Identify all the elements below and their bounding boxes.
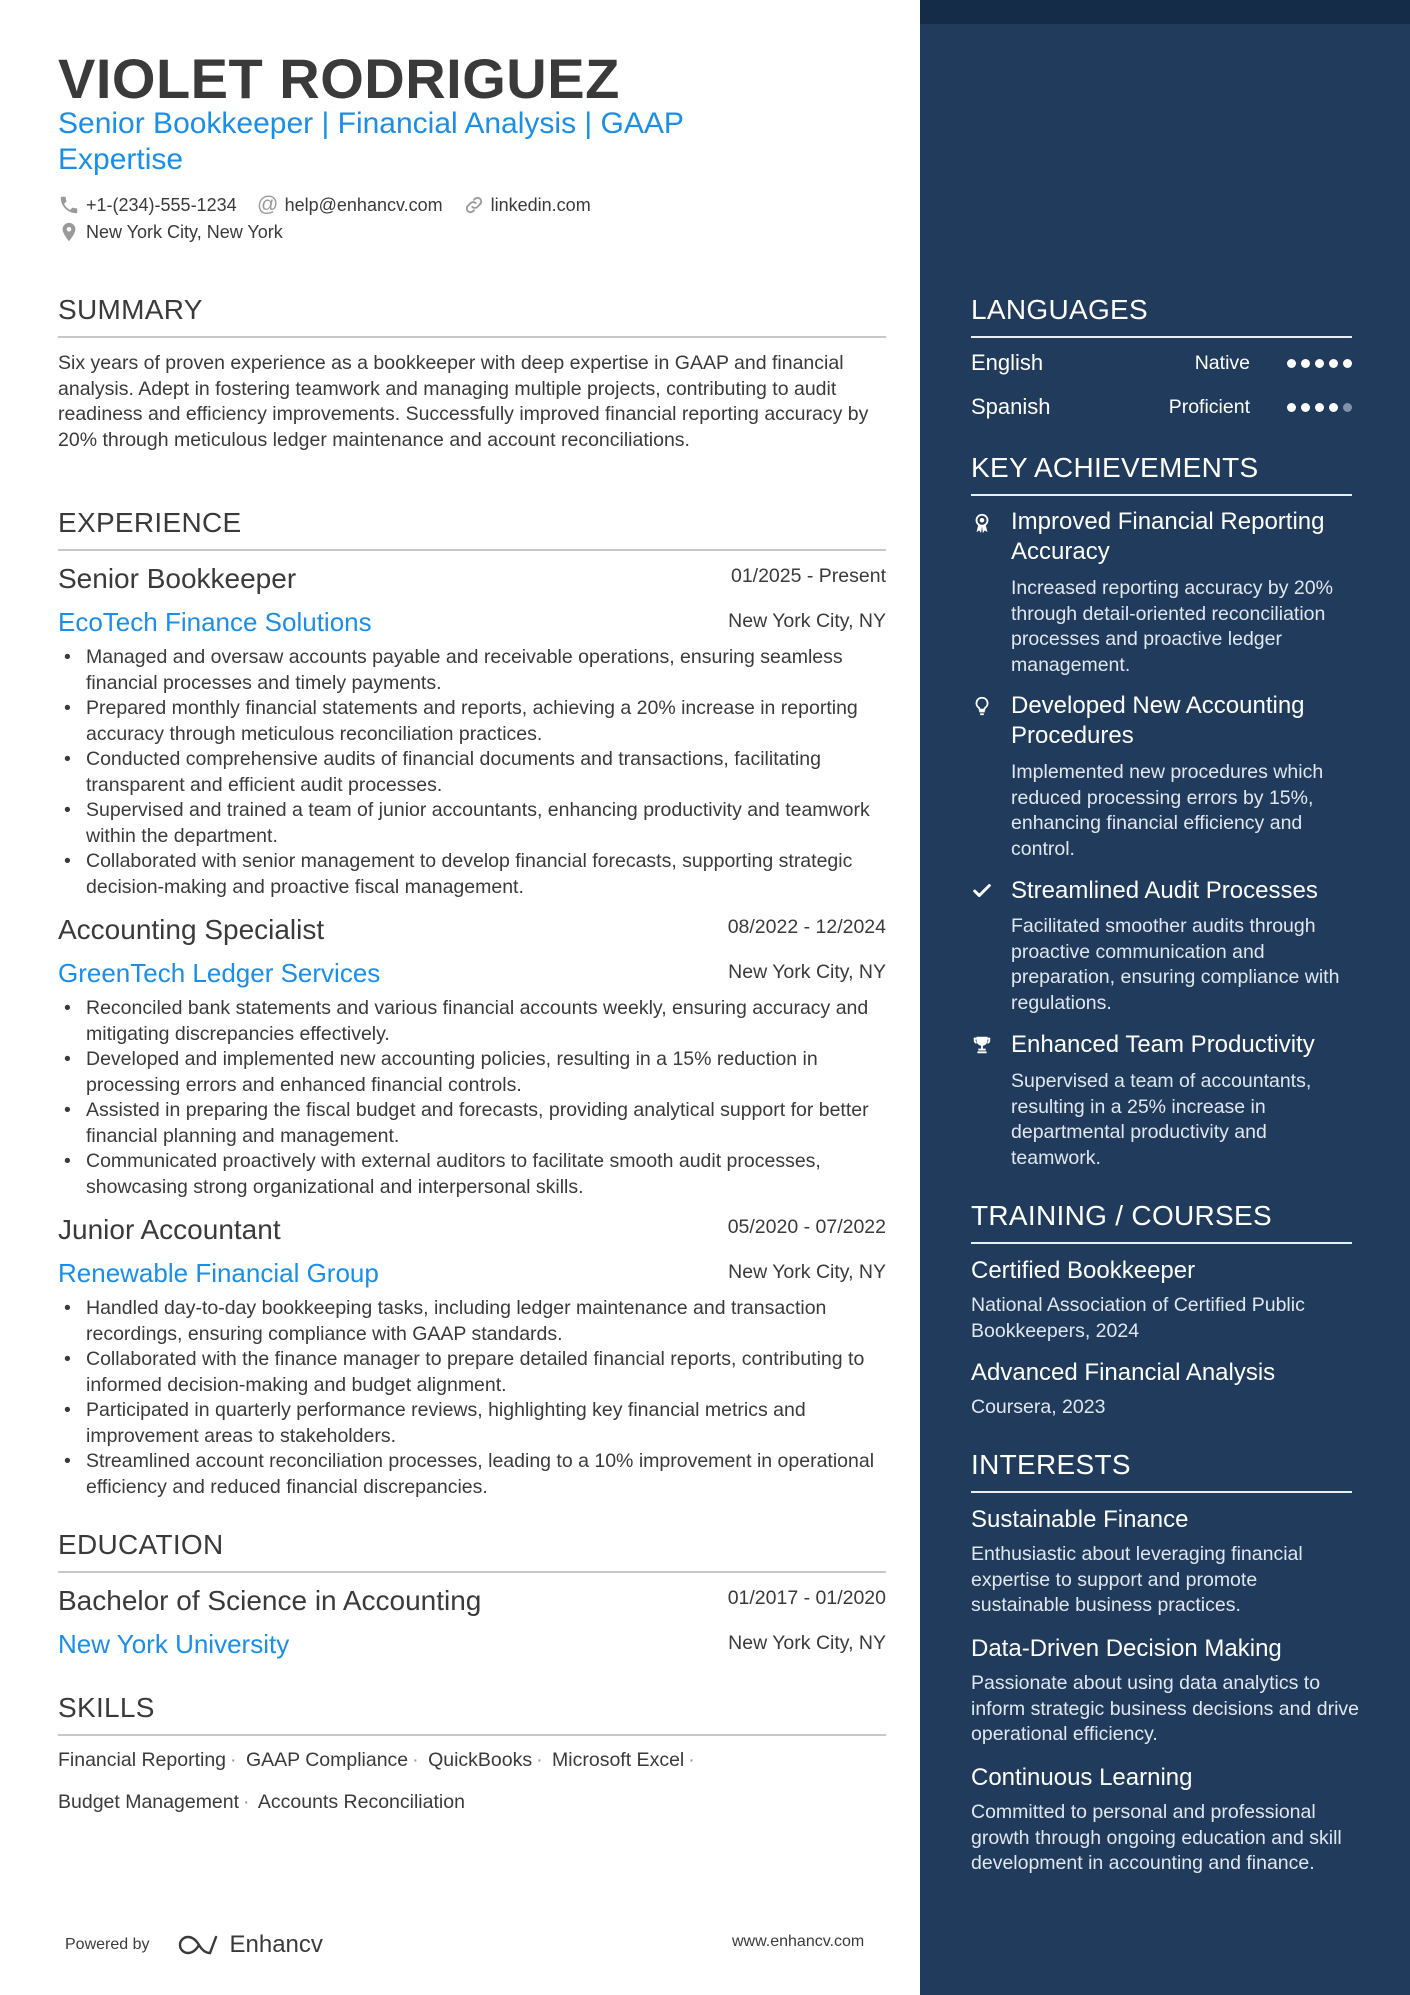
- skills-list: Financial Reporting · GAAP Compliance · QuickBooks · Microsoft Excel · Budget Management · Accounts Reconciliation: [58, 1749, 695, 1813]
- job-title: Junior Accountant: [58, 1214, 281, 1245]
- course-title: Certified Bookkeeper: [971, 1257, 1196, 1284]
- bullet-item: • Assisted in preparing the fiscal budget and forecasts, providing analytical support for better financial planning and management.: [58, 1098, 896, 1149]
- phone-icon: [58, 194, 80, 216]
- course-provider: National Association of Certified Public Bookkeepers, 2024: [971, 1294, 1305, 1342]
- summary-text: Six years of proven experience as a bookkeeper with deep expertise in GAAP and financial analysis. Adept in fostering teamwork and managing multiple projects, contributing to audit readiness and efficiency improvements. Successfully improved financial reporting accuracy by 20% through meticulous ledger maintenance and account reconciliations.: [58, 352, 869, 451]
- experience-heading: EXPERIENCE: [58, 507, 886, 551]
- achievement-desc: Increased reporting accuracy by 20% through detail-oriented reconciliation processes and proactive ledger management.: [1011, 577, 1333, 676]
- phone-text: +1-(234)-555-1234: [86, 194, 237, 215]
- language-rating: [1282, 403, 1352, 412]
- job-title: Senior Bookkeeper: [58, 563, 297, 594]
- location-pin-icon: [58, 221, 80, 243]
- rating-dot: [1301, 403, 1310, 412]
- company-name: Renewable Financial Group: [58, 1258, 379, 1288]
- achievement-title: Streamlined Audit Processes: [1011, 877, 1318, 904]
- rating-dot-empty: [1343, 403, 1352, 412]
- sidebar-top-band: [920, 0, 1410, 24]
- footer-url[interactable]: www.enhancv.com: [732, 1933, 865, 1950]
- bullet-item: • Handled day-to-day bookkeeping tasks, including ledger maintenance and transaction recordings, ensuring compliance with GAAP standards.: [58, 1296, 896, 1347]
- language-name: Spanish: [971, 394, 1051, 419]
- languages-heading: LANGUAGES: [971, 294, 1352, 338]
- bullet-item: • Supervised and trained a team of junior accountants, enhancing productivity and teamwork within the department.: [58, 798, 896, 849]
- skill-item: Budget Management: [58, 1791, 240, 1813]
- rating-dot: [1287, 403, 1296, 412]
- company-name: GreenTech Ledger Services: [58, 958, 381, 988]
- bullet-item: • Managed and oversaw accounts payable and receivable operations, ensuring seamless financial processes and timely payments.: [58, 645, 896, 696]
- education-dates: 01/2017 - 01/2020: [727, 1587, 886, 1609]
- school-name: New York University: [58, 1629, 290, 1659]
- contact-row-2: [58, 221, 303, 243]
- enhancv-logo[interactable]: [176, 1931, 323, 1959]
- job-location: New York City, NY: [728, 610, 886, 632]
- language-level: Proficient: [1168, 395, 1250, 418]
- education-location: New York City, NY: [728, 1632, 886, 1654]
- rating-dot: [1329, 359, 1338, 368]
- job-location: New York City, NY: [728, 1261, 886, 1283]
- bullet-item: • Collaborated with senior management to develop financial forecasts, supporting strategic decision-making and proactive fiscal management.: [58, 849, 896, 900]
- achievement-desc: Supervised a team of accountants, resulting in a 25% increase in departmental productivity and teamwork.: [1011, 1070, 1312, 1169]
- language-name: English: [971, 350, 1044, 375]
- summary-heading: SUMMARY: [58, 294, 886, 338]
- language-level: Native: [1194, 351, 1250, 374]
- trophy-icon: [971, 1034, 993, 1056]
- skill-item: QuickBooks: [428, 1749, 533, 1771]
- job-dates: 01/2025 - Present: [730, 565, 886, 587]
- rating-dot: [1301, 359, 1310, 368]
- checkmark-icon: [971, 880, 993, 902]
- achievements-heading: KEY ACHIEVEMENTS: [971, 452, 1352, 496]
- interest-title: Continuous Learning: [971, 1764, 1193, 1791]
- enhancv-logo-icon: [176, 1933, 222, 1957]
- bullet-item: • Developed and implemented new accounting policies, resulting in a 15% reduction in processing errors and enhanced financial controls.: [58, 1047, 896, 1098]
- lightbulb-icon: [971, 695, 993, 717]
- language-rating: [1282, 359, 1352, 368]
- footer-powered-by: [65, 1931, 323, 1959]
- bullet-item: • Collaborated with the finance manager to prepare detailed financial reports, contributing to informed decision-making and budget alignment.: [58, 1347, 896, 1398]
- rating-dot: [1287, 359, 1296, 368]
- powered-by-text: Powered by: [65, 1936, 150, 1953]
- enhancv-brand-text: Enhancv: [229, 1931, 323, 1958]
- skill-item: Microsoft Excel: [552, 1749, 685, 1771]
- job-bullets: [58, 1296, 896, 1500]
- bullet-item: • Reconciled bank statements and various financial accounts weekly, ensuring accuracy and mitigating discrepancies effectively.: [58, 996, 896, 1047]
- language-row: [971, 394, 1352, 420]
- interest-desc: Enthusiastic about leveraging financial expertise to support and promote sustainable business practices.: [971, 1543, 1303, 1616]
- interest-desc: Committed to personal and professional growth through ongoing education and skill development in accounting and finance.: [971, 1801, 1342, 1874]
- award-icon: [971, 512, 993, 534]
- candidate-name: VIOLET RODRIGUEZ: [58, 47, 620, 110]
- achievement-title: Developed New Accounting Procedures: [1011, 692, 1305, 749]
- achievement-desc: Implemented new procedures which reduced processing errors by 15%, enhancing financial efficiency and control.: [1011, 761, 1324, 860]
- company-name: EcoTech Finance Solutions: [58, 607, 372, 637]
- training-heading: TRAINING / COURSES: [971, 1200, 1352, 1244]
- interests-heading: INTERESTS: [971, 1449, 1352, 1493]
- achievement-title: Enhanced Team Productivity: [1011, 1031, 1315, 1058]
- at-icon: @: [256, 193, 279, 216]
- job-location: New York City, NY: [728, 961, 886, 983]
- contact-email[interactable]: [257, 194, 443, 216]
- job-dates: 08/2022 - 12/2024: [727, 916, 886, 938]
- rating-dot: [1329, 403, 1338, 412]
- sidebar-column: [920, 0, 1410, 1995]
- education-heading: EDUCATION: [58, 1529, 886, 1573]
- location-text: New York City, New York: [86, 221, 283, 242]
- contact-linkedin[interactable]: [463, 194, 591, 216]
- rating-dot: [1315, 403, 1324, 412]
- candidate-headline: Senior Bookkeeper | Financial Analysis | GAAP Expertise: [58, 107, 684, 176]
- job-bullets: [58, 645, 896, 900]
- bullet-item: • Participated in quarterly performance reviews, highlighting key financial metrics and improvement areas to stakeholders.: [58, 1398, 896, 1449]
- rating-dot: [1343, 359, 1352, 368]
- achievement-title: Improved Financial Reporting Accuracy: [1011, 508, 1325, 565]
- skill-item: Financial Reporting: [58, 1749, 227, 1771]
- degree-title: Bachelor of Science in Accounting: [58, 1585, 482, 1616]
- skills-heading: SKILLS: [58, 1692, 886, 1736]
- contact-phone: [58, 194, 237, 216]
- job-bullets: [58, 996, 896, 1200]
- linkedin-link[interactable]: linkedin.com: [490, 194, 591, 215]
- contact-location: [58, 221, 283, 243]
- skill-item: Accounts Reconciliation: [257, 1791, 465, 1813]
- job-title: Accounting Specialist: [58, 914, 325, 945]
- rating-dot: [1315, 359, 1324, 368]
- bullet-item: • Prepared monthly financial statements and reports, achieving a 20% increase in reporting accuracy through meticulous reconciliation practices.: [58, 696, 896, 747]
- achievement-desc: Facilitated smoother audits through proactive communication and preparation, ensuring compliance with regulations.: [1011, 915, 1340, 1014]
- contact-row-1: [58, 194, 611, 216]
- bullet-item: • Conducted comprehensive audits of financial documents and transactions, facilitating transparent and efficient audit processes.: [58, 747, 896, 798]
- link-icon: [463, 194, 485, 216]
- bullet-item: • Communicated proactively with external auditors to facilitate smooth audit processes, showcasing strong organizational and interpersonal skills.: [58, 1149, 896, 1200]
- interest-desc: Passionate about using data analytics to inform strategic business decisions and drive operational efficiency.: [971, 1672, 1360, 1745]
- course-title: Advanced Financial Analysis: [971, 1359, 1276, 1386]
- interest-title: Data-Driven Decision Making: [971, 1635, 1282, 1662]
- interest-title: Sustainable Finance: [971, 1506, 1189, 1533]
- course-provider: Coursera, 2023: [971, 1396, 1106, 1418]
- job-dates: 05/2020 - 07/2022: [727, 1216, 886, 1238]
- language-row: [971, 350, 1352, 376]
- email-link[interactable]: help@enhancv.com: [284, 194, 443, 215]
- skill-item: GAAP Compliance: [245, 1749, 409, 1771]
- bullet-item: • Streamlined account reconciliation processes, leading to a 10% improvement in operational efficiency and reduced financial discrepancies.: [58, 1449, 896, 1500]
